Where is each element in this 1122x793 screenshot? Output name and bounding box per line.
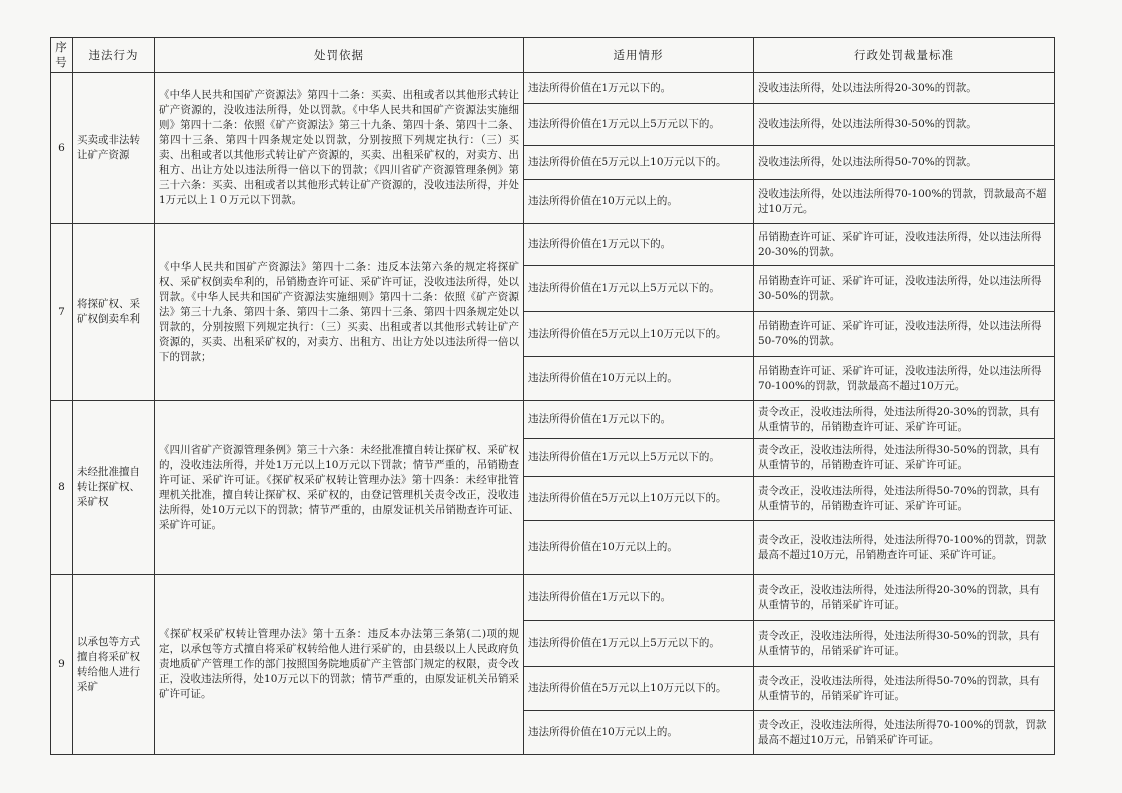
situation-cell: 违法所得价值在1万元以上5万元以下的。 (524, 266, 754, 312)
standard-cell: 责令改正，没收违法所得，处违法所得20-30%的罚款，具有从重情节的，吊销采矿许可证。 (754, 575, 1055, 621)
situation-cell: 违法所得价值在1万元以下的。 (524, 224, 754, 266)
header-basis: 处罚依据 (155, 38, 524, 73)
situation-cell: 违法所得价值在10万元以上的。 (524, 711, 754, 755)
standard-cell: 责令改正，没收违法所得，处违法所得50-70%的罚款，具有从重情节的，吊销采矿许可证。 (754, 667, 1055, 711)
standard-cell: 责令改正，没收违法所得，处违法所得30-50%的罚款，具有从重情节的，吊销采矿许可证。 (754, 621, 1055, 667)
table-row (51, 73, 1055, 104)
situation-cell: 违法所得价值在1万元以下的。 (524, 401, 754, 439)
standard-cell: 没收违法所得，处以违法所得20-30%的罚款。 (754, 73, 1055, 104)
situation-cell: 违法所得价值在5万元以上10万元以下的。 (524, 146, 754, 180)
situation-cell: 违法所得价值在1万元以下的。 (524, 575, 754, 621)
situation-cell: 违法所得价值在5万元以上10万元以下的。 (524, 312, 754, 357)
standard-cell: 责令改正，没收违法所得，处违法所得50-70%的罚款，具有从重情节的，吊销勘查许可证、采矿许可证。 (754, 477, 1055, 521)
header-situation: 适用情形 (524, 38, 754, 73)
basis-cell: 《中华人民共和国矿产资源法》第四十二条：买卖、出租或者以其他形式转让矿产资源的，没收违法所得，处以罚款。《中华人民共和国矿产资源法实施细则》第四十二条：依照《矿产资源法》第三十九条、第四十条、第四十二条、第四十三条、第四十四条规定处以罚款，分别按照下列规定执行：（三）买卖、出租或者以其他形式转让矿产资源的，买卖、出租采矿权的，对卖方、出租方、出让方处以违法所得一倍以下的罚款；《四川省矿产资源管理条例》第三十六条：买卖、出租或者以其他形式转让矿产资源的，没收违法所得，并处1万元以上１０万元以下罚款。 (155, 73, 524, 224)
row-seq: 6 (51, 73, 73, 224)
header-standard: 行政处罚裁量标准 (754, 38, 1055, 73)
situation-cell: 违法所得价值在10万元以上的。 (524, 521, 754, 575)
standard-cell: 吊销勘查许可证、采矿许可证，没收违法所得，处以违法所得30-50%的罚款。 (754, 266, 1055, 312)
violation-cell: 买卖或非法转让矿产资源 (73, 73, 155, 224)
standard-cell: 没收违法所得，处以违法所得30-50%的罚款。 (754, 104, 1055, 146)
table-body (51, 73, 1055, 755)
standard-cell: 吊销勘查许可证、采矿许可证，没收违法所得，处以违法所得20-30%的罚款。 (754, 224, 1055, 266)
standard-cell: 责令改正，没收违法所得，处违法所得30-50%的罚款，具有从重情节的，吊销勘查许可证、采矿许可证。 (754, 439, 1055, 477)
situation-cell: 违法所得价值在5万元以上10万元以下的。 (524, 477, 754, 521)
row-seq: 9 (51, 575, 73, 755)
standard-cell: 吊销勘查许可证、采矿许可证，没收违法所得，处以违法所得70-100%的罚款，罚款最高不超过10万元。 (754, 357, 1055, 401)
header-seq: 序号 (51, 38, 73, 73)
situation-cell: 违法所得价值在10万元以上的。 (524, 180, 754, 224)
penalty-standards-table (50, 37, 1055, 755)
standard-cell: 责令改正，没收违法所得，处违法所得20-30%的罚款，具有从重情节的，吊销勘查许可证、采矿许可证。 (754, 401, 1055, 439)
header-row (51, 38, 1055, 73)
situation-cell: 违法所得价值在5万元以上10万元以下的。 (524, 667, 754, 711)
situation-cell: 违法所得价值在1万元以上5万元以下的。 (524, 439, 754, 477)
standard-cell: 没收违法所得，处以违法所得70-100%的罚款，罚款最高不超过10万元。 (754, 180, 1055, 224)
situation-cell: 违法所得价值在10万元以上的。 (524, 357, 754, 401)
violation-cell: 未经批准擅自转让探矿权、采矿权 (73, 401, 155, 575)
standard-cell: 吊销勘查许可证、采矿许可证，没收违法所得，处以违法所得50-70%的罚款。 (754, 312, 1055, 357)
basis-cell: 《中华人民共和国矿产资源法》第四十二条：违反本法第六条的规定将探矿权、采矿权倒卖牟利的，吊销勘查许可证、采矿许可证，没收违法所得，处以罚款。《中华人民共和国矿产资源法实施细则》第四十二条：依照《矿产资源法》第三十九条、第四十条、第四十二条、第四十三条、第四十四条规定处以罚款的，分别按照下列规定执行：（三）买卖、出租或者以其他形式转让矿产资源的，买卖、出租采矿权的，对卖方、出租方、出让方处以违法所得一倍以下的罚款； (155, 224, 524, 401)
row-seq: 8 (51, 401, 73, 575)
violation-cell: 以承包等方式擅自将采矿权转给他人进行采矿 (73, 575, 155, 755)
situation-cell: 违法所得价值在1万元以上5万元以下的。 (524, 104, 754, 146)
standard-cell: 责令改正，没收违法所得，处违法所得70-100%的罚款，罚款最高不超过10万元，吊销采矿许可证。 (754, 711, 1055, 755)
situation-cell: 违法所得价值在1万元以下的。 (524, 73, 754, 104)
violation-cell: 将探矿权、采矿权倒卖牟利 (73, 224, 155, 401)
basis-cell: 《四川省矿产资源管理条例》第三十六条：未经批准擅自转让探矿权、采矿权的，没收违法所得，并处1万元以上10万元以下罚款；情节严重的，吊销勘查许可证、采矿许可证。《探矿权采矿权转让管理办法》第十四条：未经审批管理机关批准，擅自转让探矿权、采矿权的，由登记管理机关责令改正，没收违法所得，处10万元以下的罚款；情节严重的，由原发证机关吊销勘查许可证、采矿许可证。 (155, 401, 524, 575)
table-row (51, 224, 1055, 266)
standard-cell: 责令改正，没收违法所得，处违法所得70-100%的罚款，罚款最高不超过10万元，吊销勘查许可证、采矿许可证。 (754, 521, 1055, 575)
situation-cell: 违法所得价值在1万元以上5万元以下的。 (524, 621, 754, 667)
basis-cell: 《探矿权采矿权转让管理办法》第十五条：违反本办法第三条第(二)项的规定，以承包等方式擅自将采矿权转给他人进行采矿的，由县级以上人民政府负责地质矿产管理工作的部门按照国务院地质矿产主管部门规定的权限，责令改正，没收违法所得，处10万元以下的罚款；情节严重的，由原发证机关吊销采矿许可证。 (155, 575, 524, 755)
row-seq: 7 (51, 224, 73, 401)
header-violation: 违法行为 (73, 38, 155, 73)
table-row (51, 575, 1055, 621)
table-row (51, 401, 1055, 439)
standard-cell: 没收违法所得，处以违法所得50-70%的罚款。 (754, 146, 1055, 180)
